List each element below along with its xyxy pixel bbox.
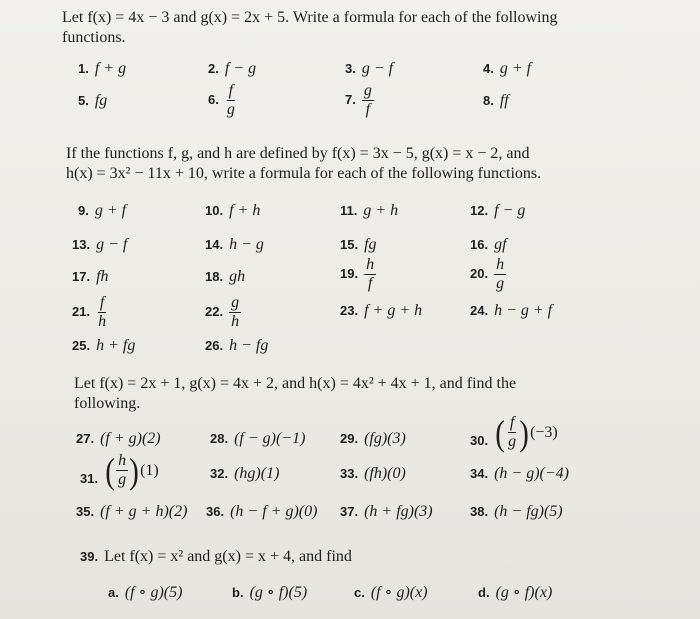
problem-13: 13. g − f — [72, 236, 128, 253]
problem-33: 33. (fh)(0) — [340, 465, 406, 482]
fraction: $\frac{h}{f}$ — [366, 256, 375, 292]
problem-9: 9. g + f — [78, 202, 127, 219]
problem-27: 27. (f + g)(2) — [76, 430, 161, 447]
problem-30: 30. ( $\frac{f}{g}$ ) (−3) — [470, 412, 558, 453]
problem-21: 21. $\frac{f}{h}$ — [72, 294, 107, 330]
section3-intro-line2: following. — [74, 395, 141, 412]
problem-36: 36. (h − f + g)(0) — [206, 503, 318, 520]
fraction: $\frac{f}{g}$ — [226, 82, 235, 118]
problem-20: 20. $\frac{h}{g}$ — [470, 256, 505, 292]
problem-26: 26. h − fg — [205, 337, 269, 354]
problem-1: 1. f + g — [78, 60, 127, 77]
problem-16: 16. gf — [470, 236, 507, 253]
problem-35: 35. (f + g + h)(2) — [76, 503, 188, 520]
fraction: $\frac{h}{g}$ — [118, 452, 127, 488]
problem-14: 14. h − g — [205, 236, 264, 253]
problem-39a: a. (f ∘ g)(5) — [108, 584, 183, 601]
problem-37: 37. (h + fg)(3) — [340, 503, 433, 520]
problem-10: 10. f + h — [205, 202, 261, 219]
fraction: $\frac{f}{g}$ — [508, 414, 517, 450]
problem-25: 25. h + fg — [72, 337, 136, 354]
fraction: $\frac{h}{g}$ — [496, 256, 505, 292]
section4-intro: Let f(x) = x² and g(x) = x + 4, and find — [104, 548, 352, 565]
problem-29: 29. (fg)(3) — [340, 430, 406, 447]
problem-32: 32. (hg)(1) — [210, 465, 280, 482]
fraction: $\frac{f}{h}$ — [98, 294, 107, 330]
fraction: $\frac{g}{h}$ — [231, 294, 240, 330]
problem-39d: d. (g ∘ f)(x) — [478, 584, 553, 601]
problem-2: 2. f − g — [208, 60, 257, 77]
problem-22: 22. $\frac{g}{h}$ — [205, 294, 240, 330]
section3-intro-line1: Let f(x) = 2x + 1, g(x) = 4x + 2, and h(x) = 4x² + 4x + 1, and find the — [74, 375, 517, 392]
problem-34: 34. (h − g)(−4) — [470, 465, 569, 482]
problem-5: 5. fg — [78, 92, 108, 109]
problem-24: 24. h − g + f — [470, 302, 553, 319]
problem-3: 3. g − f — [345, 60, 394, 77]
problem-28: 28. (f − g)(−1) — [210, 430, 306, 447]
fraction: $\frac{g}{f}$ — [363, 82, 372, 118]
problem-19: 19. $\frac{h}{f}$ — [340, 256, 375, 292]
problem-39: 39. Let f(x) = x² and g(x) = x + 4, and find — [80, 548, 352, 565]
problem-23: 23. f + g + h — [340, 302, 423, 319]
section2-intro-line2: h(x) = 3x² − 11x + 10, write a formula for each of the following functions. — [66, 165, 542, 182]
problem-7: 7. $\frac{g}{f}$ — [345, 82, 372, 118]
problem-31: 31. ( $\frac{h}{g}$ ) (1) — [80, 450, 159, 491]
section2-intro-line1: If the functions f, g, and h are defined by f(x) = 3x − 5, g(x) = x − 2, and — [66, 145, 530, 162]
problem-18: 18. gh — [205, 268, 246, 285]
problem-4: 4. g + f — [483, 60, 532, 77]
problem-17: 17. fh — [72, 268, 109, 285]
problem-39c: c. (f ∘ g)(x) — [354, 584, 428, 601]
problem-15: 15. fg — [340, 236, 377, 253]
problem-38: 38. (h − fg)(5) — [470, 503, 563, 520]
problem-8: 8. ff — [483, 92, 509, 109]
problem-12: 12. f − g — [470, 202, 526, 219]
section1-intro-line2: functions. — [62, 29, 126, 46]
problem-39b: b. (g ∘ f)(5) — [232, 584, 308, 601]
problem-11: 11. g + h — [340, 202, 399, 219]
problem-6: 6. $\frac{f}{g}$ — [208, 82, 235, 118]
section1-intro-line1: Let f(x) = 4x − 3 and g(x) = 2x + 5. Write a formula for each of the following — [62, 9, 558, 26]
